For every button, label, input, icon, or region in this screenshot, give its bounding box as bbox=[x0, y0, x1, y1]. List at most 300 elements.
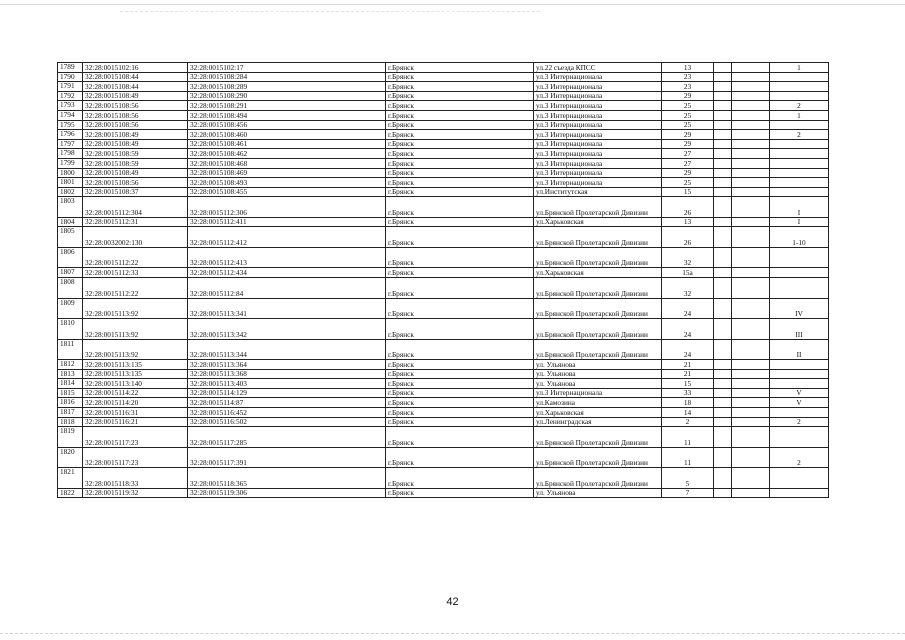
cadastral-number-cell: 32:28:0015108:56 bbox=[83, 110, 188, 120]
apartment-cell bbox=[770, 168, 829, 178]
row-number-cell: 1807 bbox=[58, 268, 83, 278]
object-cadastral-number-cell: 32:28:0015112:434 bbox=[188, 268, 386, 278]
table-row bbox=[58, 398, 829, 408]
apartment-cell: 2 bbox=[770, 130, 829, 140]
street-cell: ул.Брянской Пролетарской Дивизии bbox=[534, 339, 662, 360]
extra-cell bbox=[732, 379, 770, 389]
city-cell: г.Брянск bbox=[386, 227, 534, 248]
city-cell: г.Брянск bbox=[386, 447, 534, 468]
city-cell: г.Брянск bbox=[386, 139, 534, 149]
cadastral-number-cell: 32:28:0015112:33 bbox=[83, 268, 188, 278]
extra-cell bbox=[732, 110, 770, 120]
object-cadastral-number-cell: 32:28:0015108:468 bbox=[188, 158, 386, 168]
table-row bbox=[58, 369, 829, 379]
street-cell: ул.Брянской Пролетарской Дивизии bbox=[534, 278, 662, 299]
house-number-cell: 11 bbox=[662, 447, 714, 468]
row-number-cell: 1796 bbox=[58, 130, 83, 140]
building-cell bbox=[714, 388, 732, 398]
row-number-cell: 1802 bbox=[58, 187, 83, 197]
table-row bbox=[58, 217, 829, 227]
cadastral-number-cell: 32:28:0015112:22 bbox=[83, 278, 188, 299]
house-number-cell: 29 bbox=[662, 91, 714, 101]
house-number-cell: 15 bbox=[662, 187, 714, 197]
building-cell bbox=[714, 82, 732, 92]
building-cell bbox=[714, 139, 732, 149]
extra-cell bbox=[732, 72, 770, 82]
table-row bbox=[58, 388, 829, 398]
cadastral-number-cell: 32:28:0015113:135 bbox=[83, 360, 188, 370]
building-cell bbox=[714, 488, 732, 498]
apartment-cell bbox=[770, 72, 829, 82]
city-cell: г.Брянск bbox=[386, 72, 534, 82]
cadastral-number-cell: 32:28:0015112:304 bbox=[83, 197, 188, 218]
extra-cell bbox=[732, 227, 770, 248]
house-number-cell: 11 bbox=[662, 427, 714, 448]
city-cell: г.Брянск bbox=[386, 82, 534, 92]
extra-cell bbox=[732, 388, 770, 398]
house-number-cell: 13 bbox=[662, 63, 714, 73]
cadastral-number-cell: 32:28:0015112:22 bbox=[83, 247, 188, 268]
row-number-cell: 1801 bbox=[58, 178, 83, 188]
cadastral-number-cell: 32:28:0015108:44 bbox=[83, 82, 188, 92]
row-number-cell: 1818 bbox=[58, 417, 83, 427]
city-cell: г.Брянск bbox=[386, 120, 534, 130]
apartment-cell bbox=[770, 178, 829, 188]
extra-cell bbox=[732, 488, 770, 498]
building-cell bbox=[714, 130, 732, 140]
row-number-cell: 1797 bbox=[58, 139, 83, 149]
apartment-cell bbox=[770, 278, 829, 299]
building-cell bbox=[714, 319, 732, 340]
building-cell bbox=[714, 247, 732, 268]
house-number-cell: 25 bbox=[662, 178, 714, 188]
table-row bbox=[58, 187, 829, 197]
table-row bbox=[58, 247, 829, 268]
street-cell: ул. Ульянова bbox=[534, 379, 662, 389]
city-cell: г.Брянск bbox=[386, 369, 534, 379]
row-number-cell: 1803 bbox=[58, 197, 83, 218]
extra-cell bbox=[732, 149, 770, 159]
house-number-cell: 29 bbox=[662, 139, 714, 149]
row-number-cell: 1793 bbox=[58, 101, 83, 111]
extra-cell bbox=[732, 178, 770, 188]
row-number-cell: 1810 bbox=[58, 319, 83, 340]
street-cell: ул.3 Интернационала bbox=[534, 158, 662, 168]
apartment-cell: 2 bbox=[770, 447, 829, 468]
table-row bbox=[58, 407, 829, 417]
city-cell: г.Брянск bbox=[386, 319, 534, 340]
building-cell bbox=[714, 268, 732, 278]
table-row bbox=[58, 447, 829, 468]
apartment-cell: III bbox=[770, 319, 829, 340]
object-cadastral-number-cell: 32:28:0015108:462 bbox=[188, 149, 386, 159]
house-number-cell: 29 bbox=[662, 130, 714, 140]
building-cell bbox=[714, 407, 732, 417]
extra-cell bbox=[732, 139, 770, 149]
house-number-cell: 27 bbox=[662, 149, 714, 159]
cadastral-number-cell: 32:28:0015118:33 bbox=[83, 468, 188, 489]
house-number-cell: 26 bbox=[662, 197, 714, 218]
street-cell: ул.3 Интернационала bbox=[534, 178, 662, 188]
street-cell: ул.Камозина bbox=[534, 398, 662, 408]
street-cell: ул.Брянской Пролетарской Дивизии bbox=[534, 247, 662, 268]
cadastral-number-cell: 32:28:0015112:31 bbox=[83, 217, 188, 227]
house-number-cell: 24 bbox=[662, 319, 714, 340]
house-number-cell: 7 bbox=[662, 488, 714, 498]
object-cadastral-number-cell: 32:28:0015112:306 bbox=[188, 197, 386, 218]
table-row bbox=[58, 488, 829, 498]
apartment-cell: 2 bbox=[770, 417, 829, 427]
building-cell bbox=[714, 72, 732, 82]
extra-cell bbox=[732, 369, 770, 379]
building-cell bbox=[714, 369, 732, 379]
extra-cell bbox=[732, 407, 770, 417]
object-cadastral-number-cell: 32:28:0015108:456 bbox=[188, 120, 386, 130]
extra-cell bbox=[732, 360, 770, 370]
extra-cell bbox=[732, 197, 770, 218]
city-cell: г.Брянск bbox=[386, 168, 534, 178]
building-cell bbox=[714, 398, 732, 408]
street-cell: ул.3 Интернационала bbox=[534, 168, 662, 178]
street-cell: ул.Харьковская bbox=[534, 407, 662, 417]
house-number-cell: 32 bbox=[662, 278, 714, 299]
apartment-cell bbox=[770, 120, 829, 130]
table-row bbox=[58, 110, 829, 120]
object-cadastral-number-cell: 32:28:0015113:403 bbox=[188, 379, 386, 389]
building-cell bbox=[714, 298, 732, 319]
object-cadastral-number-cell: 32:28:0015108:290 bbox=[188, 91, 386, 101]
row-number-cell: 1815 bbox=[58, 388, 83, 398]
cadastral-number-cell: 32:28:0015108:56 bbox=[83, 178, 188, 188]
extra-cell bbox=[732, 278, 770, 299]
building-cell bbox=[714, 178, 732, 188]
row-number-cell: 1795 bbox=[58, 120, 83, 130]
cadastral-number-cell: 32:28:0015108:49 bbox=[83, 168, 188, 178]
object-cadastral-number-cell: 32:28:0015108:469 bbox=[188, 168, 386, 178]
house-number-cell: 32 bbox=[662, 247, 714, 268]
object-cadastral-number-cell: 32:28:0015113:342 bbox=[188, 319, 386, 340]
cadastral-number-cell: 32:28:0015108:37 bbox=[83, 187, 188, 197]
apartment-cell: II bbox=[770, 339, 829, 360]
building-cell bbox=[714, 360, 732, 370]
registry-table bbox=[57, 62, 829, 498]
row-number-cell: 1821 bbox=[58, 468, 83, 489]
building-cell bbox=[714, 110, 732, 120]
city-cell: г.Брянск bbox=[386, 63, 534, 73]
row-number-cell: 1814 bbox=[58, 379, 83, 389]
house-number-cell: 24 bbox=[662, 298, 714, 319]
cadastral-number-cell: 32:28:0015116:31 bbox=[83, 407, 188, 417]
cadastral-number-cell: 32:28:0015114:20 bbox=[83, 398, 188, 408]
table-row bbox=[58, 319, 829, 340]
street-cell: ул.Брянской Пролетарской Дивизии bbox=[534, 468, 662, 489]
apartment-cell: 2 bbox=[770, 101, 829, 111]
house-number-cell: 15 bbox=[662, 379, 714, 389]
row-number-cell: 1812 bbox=[58, 360, 83, 370]
row-number-cell: 1791 bbox=[58, 82, 83, 92]
object-cadastral-number-cell: 32:28:0015113:368 bbox=[188, 369, 386, 379]
building-cell bbox=[714, 278, 732, 299]
extra-cell bbox=[732, 319, 770, 340]
object-cadastral-number-cell: 32:28:0015108:460 bbox=[188, 130, 386, 140]
row-number-cell: 1792 bbox=[58, 91, 83, 101]
table-row bbox=[58, 468, 829, 489]
apartment-cell bbox=[770, 379, 829, 389]
row-number-cell: 1822 bbox=[58, 488, 83, 498]
city-cell: г.Брянск bbox=[386, 468, 534, 489]
cadastral-number-cell: 32:28:0015113:92 bbox=[83, 339, 188, 360]
city-cell: г.Брянск bbox=[386, 417, 534, 427]
object-cadastral-number-cell: 32:28:0015112:412 bbox=[188, 227, 386, 248]
row-number-cell: 1798 bbox=[58, 149, 83, 159]
city-cell: г.Брянск bbox=[386, 101, 534, 111]
extra-cell bbox=[732, 298, 770, 319]
object-cadastral-number-cell: 32:28:0015112:411 bbox=[188, 217, 386, 227]
city-cell: г.Брянск bbox=[386, 178, 534, 188]
object-cadastral-number-cell: 32:28:0015108:291 bbox=[188, 101, 386, 111]
object-cadastral-number-cell: 32:28:0015113:341 bbox=[188, 298, 386, 319]
cadastral-number-cell: 32:28:0015116:21 bbox=[83, 417, 188, 427]
city-cell: г.Брянск bbox=[386, 217, 534, 227]
cadastral-number-cell: 32:28:0015108:56 bbox=[83, 101, 188, 111]
cadastral-number-cell: 32:28:0015108:49 bbox=[83, 139, 188, 149]
building-cell bbox=[714, 339, 732, 360]
city-cell: г.Брянск bbox=[386, 298, 534, 319]
street-cell: ул.3 Интернационала bbox=[534, 120, 662, 130]
cadastral-number-cell: 32:28:0015108:59 bbox=[83, 158, 188, 168]
table-row bbox=[58, 339, 829, 360]
row-number-cell: 1805 bbox=[58, 227, 83, 248]
extra-cell bbox=[732, 120, 770, 130]
table-row bbox=[58, 120, 829, 130]
building-cell bbox=[714, 227, 732, 248]
apartment-cell: I bbox=[770, 217, 829, 227]
object-cadastral-number-cell: 32:28:0015119:306 bbox=[188, 488, 386, 498]
city-cell: г.Брянск bbox=[386, 247, 534, 268]
street-cell: ул. Ульянова bbox=[534, 488, 662, 498]
house-number-cell: 27 bbox=[662, 158, 714, 168]
cadastral-number-cell: 32:28:0015119:32 bbox=[83, 488, 188, 498]
object-cadastral-number-cell: 32:28:0015114:87 bbox=[188, 398, 386, 408]
object-cadastral-number-cell: 32:28:0015117:285 bbox=[188, 427, 386, 448]
city-cell: г.Брянск bbox=[386, 407, 534, 417]
cadastral-number-cell: 32:28:0015108:44 bbox=[83, 72, 188, 82]
extra-cell bbox=[732, 268, 770, 278]
table-row bbox=[58, 91, 829, 101]
apartment-cell bbox=[770, 247, 829, 268]
extra-cell bbox=[732, 398, 770, 408]
apartment-cell bbox=[770, 82, 829, 92]
object-cadastral-number-cell: 32:28:0015116:502 bbox=[188, 417, 386, 427]
object-cadastral-number-cell: 32:28:0015108:461 bbox=[188, 139, 386, 149]
city-cell: г.Брянск bbox=[386, 197, 534, 218]
table-row bbox=[58, 130, 829, 140]
apartment-cell: 1-10 bbox=[770, 227, 829, 248]
building-cell bbox=[714, 217, 732, 227]
city-cell: г.Брянск bbox=[386, 158, 534, 168]
object-cadastral-number-cell: 32:28:0015102:17 bbox=[188, 63, 386, 73]
apartment-cell: I bbox=[770, 197, 829, 218]
row-number-cell: 1808 bbox=[58, 278, 83, 299]
table-row bbox=[58, 360, 829, 370]
object-cadastral-number-cell: 32:28:0015108:284 bbox=[188, 72, 386, 82]
street-cell: ул.3 Интернационала bbox=[534, 91, 662, 101]
table-row bbox=[58, 197, 829, 218]
apartment-cell bbox=[770, 187, 829, 197]
row-number-cell: 1800 bbox=[58, 168, 83, 178]
extra-cell bbox=[732, 427, 770, 448]
city-cell: г.Брянск bbox=[386, 187, 534, 197]
street-cell: ул.Брянской Пролетарской Дивизии bbox=[534, 447, 662, 468]
apartment-cell bbox=[770, 369, 829, 379]
street-cell: ул.Брянской Пролетарской Дивизии bbox=[534, 319, 662, 340]
cadastral-number-cell: 32:28:0015114:22 bbox=[83, 388, 188, 398]
extra-cell bbox=[732, 91, 770, 101]
row-number-cell: 1794 bbox=[58, 110, 83, 120]
object-cadastral-number-cell: 32:28:0015113:364 bbox=[188, 360, 386, 370]
house-number-cell: 15а bbox=[662, 268, 714, 278]
table-row bbox=[58, 417, 829, 427]
apartment-cell: IV bbox=[770, 298, 829, 319]
street-cell: ул.Брянской Пролетарской Дивизии bbox=[534, 427, 662, 448]
table-row bbox=[58, 268, 829, 278]
street-cell: ул. Ульянова bbox=[534, 369, 662, 379]
street-cell: ул.Институтская bbox=[534, 187, 662, 197]
row-number-cell: 1820 bbox=[58, 447, 83, 468]
row-number-cell: 1809 bbox=[58, 298, 83, 319]
building-cell bbox=[714, 63, 732, 73]
extra-cell bbox=[732, 468, 770, 489]
table-row bbox=[58, 168, 829, 178]
house-number-cell: 25 bbox=[662, 120, 714, 130]
building-cell bbox=[714, 91, 732, 101]
street-cell: ул.3 Интернационала bbox=[534, 149, 662, 159]
extra-cell bbox=[732, 339, 770, 360]
street-cell: ул.22 съезда КПСС bbox=[534, 63, 662, 73]
table-row bbox=[58, 82, 829, 92]
street-cell: ул.3 Интернационала bbox=[534, 72, 662, 82]
table-row bbox=[58, 149, 829, 159]
apartment-cell bbox=[770, 468, 829, 489]
street-cell: ул.3 Интернационала bbox=[534, 388, 662, 398]
object-cadastral-number-cell: 32:28:0015108:289 bbox=[188, 82, 386, 92]
house-number-cell: 24 bbox=[662, 339, 714, 360]
street-cell: ул.Брянской Пролетарской Дивизии bbox=[534, 227, 662, 248]
cadastral-number-cell: 32:28:0032002:130 bbox=[83, 227, 188, 248]
city-cell: г.Брянск bbox=[386, 339, 534, 360]
extra-cell bbox=[732, 168, 770, 178]
cadastral-number-cell: 32:28:0015117:23 bbox=[83, 447, 188, 468]
table-row bbox=[58, 158, 829, 168]
object-cadastral-number-cell: 32:28:0015116:452 bbox=[188, 407, 386, 417]
apartment-cell bbox=[770, 149, 829, 159]
table-row bbox=[58, 427, 829, 448]
city-cell: г.Брянск bbox=[386, 379, 534, 389]
street-cell: ул.Брянской Пролетарской Дивизии bbox=[534, 298, 662, 319]
house-number-cell: 29 bbox=[662, 168, 714, 178]
cadastral-number-cell: 32:28:0015102:16 bbox=[83, 63, 188, 73]
row-number-cell: 1799 bbox=[58, 158, 83, 168]
street-cell: ул.3 Интернационала bbox=[534, 130, 662, 140]
house-number-cell: 5 bbox=[662, 468, 714, 489]
building-cell bbox=[714, 468, 732, 489]
apartment-cell bbox=[770, 407, 829, 417]
street-cell: ул.Брянской Пролетарской Дивизии bbox=[534, 197, 662, 218]
apartment-cell bbox=[770, 427, 829, 448]
extra-cell bbox=[732, 447, 770, 468]
street-cell: ул.3 Интернационала bbox=[534, 101, 662, 111]
house-number-cell: 23 bbox=[662, 82, 714, 92]
city-cell: г.Брянск bbox=[386, 110, 534, 120]
object-cadastral-number-cell: 32:28:0015112:413 bbox=[188, 247, 386, 268]
building-cell bbox=[714, 417, 732, 427]
apartment-cell: 1 bbox=[770, 110, 829, 120]
object-cadastral-number-cell: 32:28:0015108:493 bbox=[188, 178, 386, 188]
building-cell bbox=[714, 101, 732, 111]
street-cell: ул.Харьковская bbox=[534, 217, 662, 227]
house-number-cell: 23 bbox=[662, 72, 714, 82]
city-cell: г.Брянск bbox=[386, 278, 534, 299]
object-cadastral-number-cell: 32:28:0015108:494 bbox=[188, 110, 386, 120]
table-row bbox=[58, 178, 829, 188]
extra-cell bbox=[732, 63, 770, 73]
extra-cell bbox=[732, 101, 770, 111]
building-cell bbox=[714, 168, 732, 178]
object-cadastral-number-cell: 32:28:0015118:365 bbox=[188, 468, 386, 489]
city-cell: г.Брянск bbox=[386, 268, 534, 278]
building-cell bbox=[714, 158, 732, 168]
house-number-cell: 21 bbox=[662, 369, 714, 379]
row-number-cell: 1819 bbox=[58, 427, 83, 448]
apartment-cell bbox=[770, 139, 829, 149]
cadastral-number-cell: 32:28:0015108:49 bbox=[83, 91, 188, 101]
row-number-cell: 1811 bbox=[58, 339, 83, 360]
street-cell: ул.3 Интернационала bbox=[534, 82, 662, 92]
extra-cell bbox=[732, 217, 770, 227]
house-number-cell: 25 bbox=[662, 101, 714, 111]
city-cell: г.Брянск bbox=[386, 388, 534, 398]
object-cadastral-number-cell: 32:28:0015108:455 bbox=[188, 187, 386, 197]
cadastral-number-cell: 32:28:0015108:49 bbox=[83, 130, 188, 140]
cadastral-number-cell: 32:28:0015113:140 bbox=[83, 379, 188, 389]
building-cell bbox=[714, 447, 732, 468]
building-cell bbox=[714, 187, 732, 197]
scan-edge-bottom bbox=[0, 633, 905, 635]
row-number-cell: 1790 bbox=[58, 72, 83, 82]
house-number-cell: 26 bbox=[662, 227, 714, 248]
apartment-cell: 1 bbox=[770, 63, 829, 73]
apartment-cell bbox=[770, 158, 829, 168]
apartment-cell bbox=[770, 360, 829, 370]
house-number-cell: 13 bbox=[662, 217, 714, 227]
cadastral-number-cell: 32:28:0015113:92 bbox=[83, 319, 188, 340]
extra-cell bbox=[732, 187, 770, 197]
apartment-cell: V bbox=[770, 398, 829, 408]
row-number-cell: 1789 bbox=[58, 63, 83, 73]
city-cell: г.Брянск bbox=[386, 427, 534, 448]
table-row bbox=[58, 101, 829, 111]
row-number-cell: 1806 bbox=[58, 247, 83, 268]
table-row bbox=[58, 63, 829, 73]
apartment-cell bbox=[770, 91, 829, 101]
building-cell bbox=[714, 379, 732, 389]
registry-body bbox=[58, 63, 829, 498]
house-number-cell: 21 bbox=[662, 360, 714, 370]
row-number-cell: 1817 bbox=[58, 407, 83, 417]
table-row bbox=[58, 379, 829, 389]
house-number-cell: 2 bbox=[662, 417, 714, 427]
table-row bbox=[58, 278, 829, 299]
